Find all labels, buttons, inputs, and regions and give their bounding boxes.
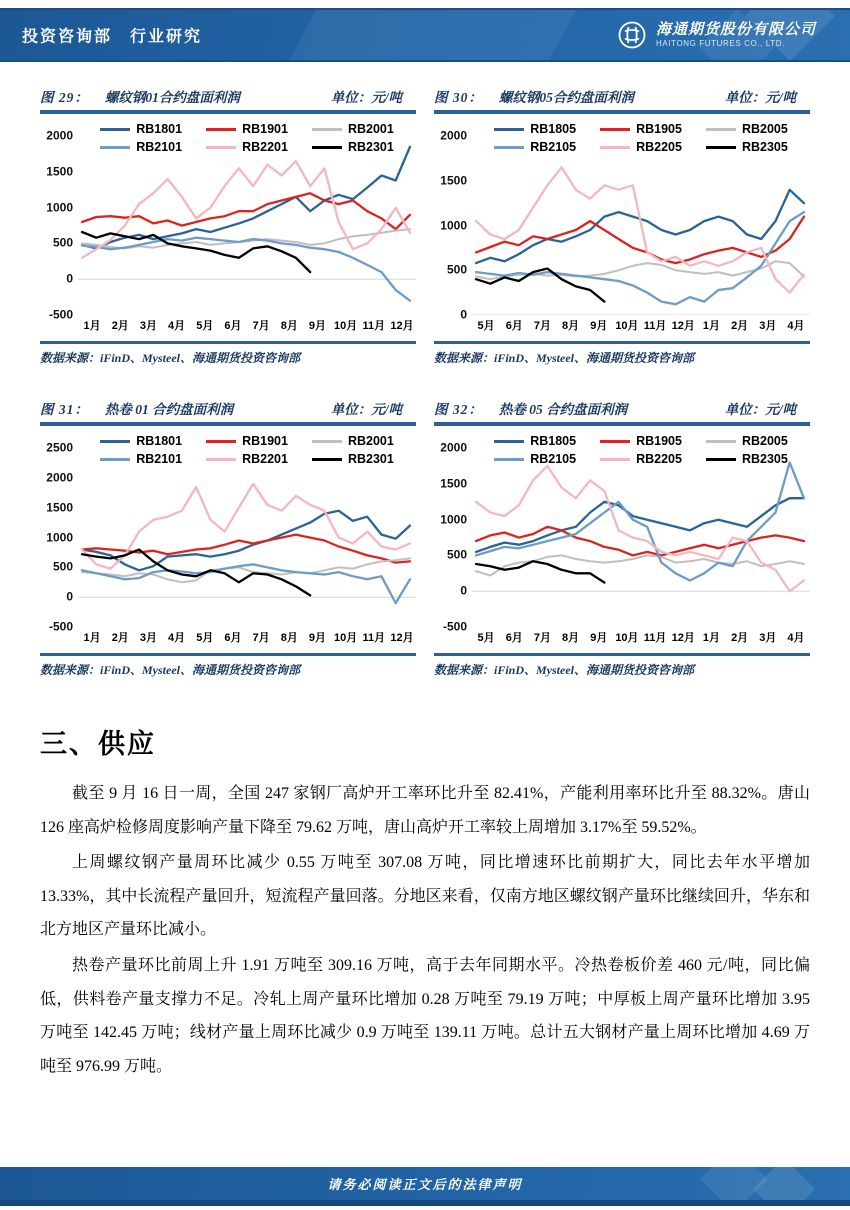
legend-label: RB1905: [636, 434, 682, 448]
plot-area: [78, 120, 416, 315]
y-axis-tick: 1500: [46, 500, 73, 515]
x-axis-tick: 5月: [477, 320, 495, 332]
company-logo-block: [616, 19, 816, 51]
x-axis-tick: 3月: [139, 320, 157, 332]
legend-label: RB2305: [741, 452, 788, 466]
source-rule: [434, 653, 810, 656]
legend-label: RB2301: [347, 452, 394, 466]
profit-line-chart: [78, 120, 416, 315]
title-rule: [40, 422, 416, 426]
x-axis-tick: 3月: [139, 632, 157, 644]
x-axis-tick: 12月: [390, 320, 414, 332]
paragraph: 热卷产量环比前周上升 1.91 万吨至 309.16 万吨，高于去年同期水平。冷热卷板价差 460 元/吨，同比偏低，供料卷产量支撑力不足。冷轧上周产量环比增加 0.28 万吨至 79.19 万吨；中厚板上周产量环比增加 3.95 万吨至 142.45 万吨；线材产量上周环比减少 0.9 万吨至 139.11 万吨。总计五大钢材产量上周环比增加 4.69 万吨至 976.99 万吨。: [40, 956, 810, 1075]
figure-title: 热卷 01 合约盘面利润: [104, 402, 234, 417]
source-rule: [40, 341, 416, 344]
x-axis-tick: 9月: [308, 320, 327, 332]
x-axis-tick: 1月: [702, 632, 721, 644]
x-axis-tick: 9月: [590, 632, 608, 644]
source-rule: [40, 653, 416, 656]
chart-area: [434, 432, 810, 634]
x-axis-tick: 11月: [362, 320, 386, 332]
figure-number: 图 31：: [40, 402, 89, 417]
x-axis-tick: 10月: [615, 632, 639, 644]
legend-label: RB1801: [136, 434, 183, 448]
figure-number: 图 30：: [434, 90, 483, 105]
x-axis-tick: 7月: [252, 320, 270, 332]
x-axis-tick: 2月: [731, 320, 749, 332]
x-axis-tick: 4月: [168, 632, 186, 644]
title-rule: [40, 110, 416, 114]
header-decor-stripe: [273, 8, 586, 62]
x-axis-tick: 12月: [671, 632, 695, 644]
y-axis-tick: -500: [48, 619, 73, 634]
x-axis-tick: 7月: [252, 632, 270, 644]
figure-title-row: [40, 86, 416, 106]
title-rule: [434, 422, 810, 426]
legend-label: RB2101: [136, 140, 183, 154]
page-header-banner: [0, 8, 850, 62]
x-axis-tick: 4月: [787, 632, 805, 644]
x-axis-tick: 11月: [643, 632, 667, 644]
figure-title: 螺纹钢01合约盘面利润: [104, 90, 240, 105]
plot-area: [472, 120, 810, 315]
x-axis-tick: 6月: [505, 632, 523, 644]
figure-title: 热卷 05 合约盘面利润: [498, 402, 628, 417]
chart-area: [40, 432, 416, 634]
legend-label: RB2105: [530, 452, 577, 466]
x-axis-tick: 10月: [334, 632, 358, 644]
y-axis-tick: -500: [442, 619, 467, 634]
footer-decor-diamond: [753, 1167, 815, 1200]
legend-label: RB2101: [136, 452, 183, 466]
figure-title-row: [40, 398, 416, 418]
chart-area: [40, 120, 416, 322]
x-axis-tick: 1月: [702, 320, 721, 332]
haitong-logo-icon: [616, 19, 648, 51]
legend-label: RB2005: [741, 434, 788, 448]
x-axis-tick: 9月: [590, 320, 608, 332]
x-axis-tick: 5月: [196, 320, 214, 332]
y-axis-tick: 2000: [440, 440, 467, 455]
legend-label: RB2001: [347, 434, 394, 448]
y-axis-tick: 500: [446, 262, 467, 277]
paragraph: 上周螺纹钢产量周环比减少 0.55 万吨至 307.08 万吨，同比增速环比前期扩大，同比去年水平增加 13.33%，其中长流程产量回升，短流程产量回落。分地区来看，仅南方地区螺纹钢产量环比继续回升，华东和北方地区产量环比减小。: [40, 854, 810, 939]
x-axis-tick: 2月: [111, 632, 129, 644]
y-axis-tick: 2000: [46, 470, 73, 485]
x-axis-tick: 2月: [111, 320, 129, 332]
x-axis-tick: 8月: [280, 320, 298, 332]
legend-label: RB1901: [242, 122, 288, 136]
y-axis: [40, 120, 78, 322]
plot-area: [78, 432, 416, 627]
y-axis-tick: 1500: [440, 476, 467, 491]
company-name-cn: 海通期货股份有限公司: [655, 21, 816, 38]
x-axis-tick: 11月: [643, 320, 667, 332]
y-axis-tick: 1500: [46, 164, 73, 179]
y-axis-tick: 1000: [440, 217, 467, 232]
footer-banner: [0, 1167, 850, 1200]
figure-32: [434, 398, 810, 678]
legend-label: RB2201: [242, 452, 288, 466]
y-axis-tick: 500: [446, 547, 467, 562]
figure-number: 图 32：: [434, 402, 483, 417]
x-axis: [472, 317, 810, 333]
legend-label: RB2301: [347, 140, 394, 154]
legend-label: RB2205: [636, 452, 682, 466]
figure-unit-label: 单位：元/吨: [330, 402, 402, 417]
y-axis-tick: 2000: [46, 128, 73, 143]
x-axis-tick: 3月: [759, 632, 777, 644]
paragraph: 截至 9 月 16 日一周，全国 247 家钢厂高炉开工率环比升至 82.41%，产能利用率环比升至 88.32%。唐山 126 座高炉检修周度影响产量下降至 79.62 万吨，唐山高炉开工率较上周增加 3.17%至 59.52%。: [40, 785, 810, 836]
x-axis-tick: 5月: [196, 632, 214, 644]
x-axis-tick: 7月: [533, 320, 551, 332]
figure-title-row: [434, 86, 810, 106]
y-axis: [40, 432, 78, 634]
x-axis-tick: 2月: [731, 632, 749, 644]
body-text: [40, 777, 810, 1083]
x-axis-tick: 5月: [477, 632, 495, 644]
company-name-en: HAITONG FUTURES CO., LTD.: [655, 39, 785, 49]
y-axis-tick: 2000: [440, 128, 467, 143]
header-title: [22, 24, 202, 47]
x-axis-tick: 11月: [362, 632, 386, 644]
section-heading: 三、供应: [40, 729, 156, 759]
legend-label: RB1805: [530, 434, 577, 448]
legend-label: RB2105: [530, 140, 577, 154]
data-source-note: 数据来源：iFinD、Mysteel、海通期货投资咨询部: [434, 663, 694, 677]
legend-label: RB2001: [347, 122, 394, 136]
legend-label: RB1901: [242, 434, 288, 448]
y-axis-tick: 1000: [46, 199, 73, 214]
legend-label: RB1801: [136, 122, 183, 136]
x-axis-tick: 3月: [759, 320, 777, 332]
legal-disclaimer: 请务必阅读正文后的法律声明: [327, 1177, 523, 1192]
profit-line-chart: [78, 432, 416, 627]
x-axis-tick: 8月: [562, 320, 580, 332]
x-axis-tick: 4月: [787, 320, 805, 332]
x-axis-tick: 8月: [280, 632, 298, 644]
x-axis-tick: 12月: [671, 320, 695, 332]
figure-29: [40, 86, 416, 366]
x-axis-tick: 10月: [334, 320, 358, 332]
figures-grid: [40, 86, 810, 678]
x-axis-tick: 1月: [83, 632, 101, 644]
figure-number: 图 29：: [40, 90, 89, 105]
x-axis-tick: 6月: [505, 320, 523, 332]
x-axis-tick: 6月: [224, 320, 242, 332]
x-axis-tick: 10月: [615, 320, 639, 332]
y-axis-tick: 2500: [46, 440, 73, 455]
x-axis-tick: 12月: [390, 632, 414, 644]
legend-label: RB2005: [741, 122, 788, 136]
legend-label: RB2205: [636, 140, 682, 154]
x-axis-tick: 1月: [83, 320, 101, 332]
x-axis-tick: 7月: [533, 632, 551, 644]
chart-area: [434, 120, 810, 322]
x-axis: [472, 629, 810, 645]
x-axis-tick: 8月: [562, 632, 580, 644]
y-axis-tick: -500: [48, 307, 73, 322]
y-axis-tick: 500: [52, 559, 73, 574]
figure-31: [40, 398, 416, 678]
y-axis-tick: 1500: [440, 173, 467, 188]
x-axis-tick: 9月: [308, 632, 327, 644]
figure-unit-label: 单位：元/吨: [330, 90, 402, 105]
y-axis-tick: 0: [66, 589, 73, 604]
legend-label: RB2305: [741, 140, 788, 154]
figure-title: 螺纹钢05合约盘面利润: [498, 90, 634, 105]
page-footer: [0, 1167, 850, 1206]
y-axis-tick: 1000: [440, 511, 467, 526]
y-axis-tick: 500: [52, 235, 73, 250]
data-source-note: 数据来源：iFinD、Mysteel、海通期货投资咨询部: [434, 351, 694, 365]
x-axis-tick: 4月: [168, 320, 186, 332]
x-axis: [78, 629, 416, 645]
y-axis-tick: 0: [460, 307, 467, 322]
x-axis: [78, 317, 416, 333]
profit-line-chart: [472, 432, 810, 627]
source-rule: [434, 341, 810, 344]
y-axis-tick: 0: [66, 271, 73, 286]
figure-unit-label: 单位：元/吨: [724, 90, 796, 105]
header-research-label: 行业研究: [130, 28, 203, 46]
y-axis-tick: 1000: [46, 529, 73, 544]
title-rule: [434, 110, 810, 114]
profit-line-chart: [472, 120, 810, 315]
y-axis-tick: 0: [460, 583, 467, 598]
legend-label: RB1805: [530, 122, 577, 136]
y-axis: [434, 432, 472, 634]
plot-area: [472, 432, 810, 627]
x-axis-tick: 6月: [224, 632, 242, 644]
legend-label: RB2201: [242, 140, 288, 154]
figure-30: [434, 86, 810, 366]
figure-title-row: [434, 398, 810, 418]
figure-unit-label: 单位：元/吨: [724, 402, 796, 417]
legend-label: RB1905: [636, 122, 682, 136]
header-dept-label: 投资咨询部: [22, 28, 113, 46]
y-axis: [434, 120, 472, 322]
footer-base-rule: [0, 1200, 850, 1206]
data-source-note: 数据来源：iFinD、Mysteel、海通期货投资咨询部: [40, 663, 300, 677]
data-source-note: 数据来源：iFinD、Mysteel、海通期货投资咨询部: [40, 351, 300, 365]
